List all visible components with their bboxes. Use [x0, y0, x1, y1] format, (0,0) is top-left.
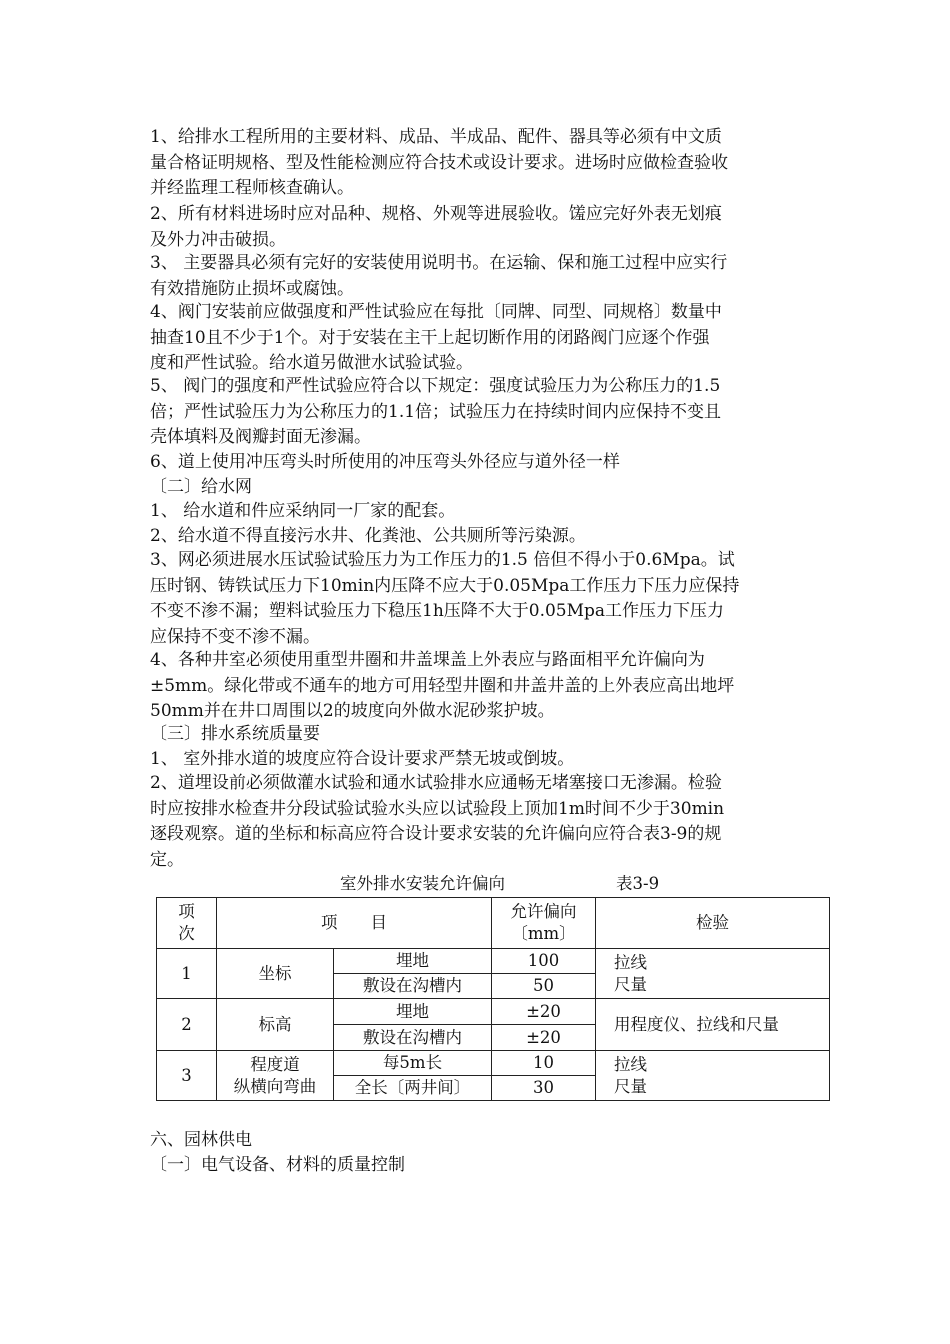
text-line: 50mm并在井口周围以2的坡度向外做水泥砂浆护坡。 — [150, 701, 555, 722]
paragraph-5 — [150, 374, 810, 451]
section-heading — [150, 1153, 810, 1179]
paragraph-7 — [150, 499, 810, 525]
paragraph-3 — [150, 251, 810, 302]
paragraph-12 — [150, 771, 810, 873]
text-line: 时应按排水检查井分段试验试验水头应以试验段上顶加1m时间不少于30min — [150, 798, 725, 819]
paragraph-1 — [150, 125, 810, 202]
text-line: 2、给水道不得直接污水井、化粪池、公共厕所等污染源。 — [150, 526, 586, 546]
header-tolerance: 允许偏向 〔mm〕 — [492, 898, 596, 949]
text-line: 有效措施防止损坏或腐蚀。 — [150, 278, 354, 299]
cell-index: 2 — [157, 999, 217, 1051]
cell-item: 坐标 — [217, 949, 334, 999]
text-line: 抽查10且不少于1个。对于安装在主干上起切断作用的闭路阀门应逐个作强 — [150, 327, 710, 348]
text-line: 不变不渗不漏；塑料试验压力下稳压1h压降不大于0.05Mpa工作压力下压力 — [150, 601, 725, 622]
paragraph-2 — [150, 202, 810, 253]
section-heading — [150, 475, 810, 501]
cell-sub: 埋地 — [334, 999, 492, 1025]
text-line: 〔三〕排水系统质量要 — [150, 724, 320, 744]
text-line: 倍；严性试验压力为公称压力的1.1倍；试验压力在持续时间内应保持不变且 — [150, 401, 722, 422]
text-line: 应保持不变不渗不漏。 — [150, 626, 320, 647]
paragraph-4 — [150, 300, 810, 377]
text-line: 3、 主要器具必须有完好的安装使用说明书。在运输、保和施工过程中应实行 — [150, 253, 728, 273]
table-caption: 室外排水安装允许偏向 — [340, 874, 505, 893]
cell-sub: 全长〔两井间〕 — [334, 1076, 492, 1101]
text-line: 〔二〕给水网 — [150, 477, 252, 497]
cell-check: 用程度仪、拉线和尺量 — [596, 999, 830, 1051]
cell-index: 3 — [157, 1051, 217, 1101]
paragraph-11 — [150, 747, 810, 773]
text-line: 1、 给水道和件应采纳同一厂家的配套。 — [150, 501, 456, 521]
text-line: 4、各种井室必须使用重型井圈和井盖堁盖上外表应与路面相平允许偏向为 — [150, 650, 705, 670]
text-line: 1、给排水工程所用的主要材料、成品、半成品、配件、器具等必须有中文质 — [150, 127, 722, 147]
text-line: 3、网必须进展水压试验试验压力为工作压力的1.5 倍但不得小于0.6Mpa。试 — [150, 550, 735, 570]
cell-tol: ±20 — [492, 1025, 596, 1051]
paragraph-10 — [150, 648, 810, 725]
text-line: 〔一〕电气设备、材料的质量控制 — [150, 1155, 405, 1175]
tolerance-table — [156, 897, 830, 1101]
cell-tol: 30 — [492, 1076, 596, 1101]
text-line: 4、阀门安装前应做强度和严性试验应在每批〔同牌、同型、同规格〕数量中 — [150, 302, 722, 322]
table-row — [157, 949, 830, 974]
header-item: 项 目 — [217, 898, 492, 949]
text-line: ±5mm。绿化带或不通车的地方可用轻型井圈和井盖井盖的上外表应高出地坪 — [150, 675, 735, 696]
chapter-heading — [150, 1128, 810, 1154]
paragraph-9 — [150, 548, 810, 650]
table-row — [157, 1051, 830, 1076]
section-heading — [150, 722, 810, 748]
table-number: 表3-9 — [616, 874, 660, 893]
text-line: 并经监理工程师核查确认。 — [150, 178, 354, 199]
text-line: 量合格证明规格、型及性能检测应符合技术或设计要求。进场时应做检查验收 — [150, 152, 728, 173]
header-index: 项 次 — [157, 898, 217, 949]
text-line: 5、 阀门的强度和严性试验应符合以下规定：强度试验压力为公称压力的1.5 — [150, 376, 721, 396]
text-line: 6、道上使用冲压弯头时所使用的冲压弯头外径应与道外径一样 — [150, 452, 620, 472]
header-check: 检验 — [596, 898, 830, 949]
text-line: 及外力冲击破损。 — [150, 229, 286, 250]
cell-check: 拉线 尺量 — [596, 1051, 830, 1101]
text-line: 1、 室外排水道的坡度应符合设计要求严禁无坡或倒坡。 — [150, 749, 575, 769]
cell-tol: 50 — [492, 974, 596, 999]
cell-sub: 每5m长 — [334, 1051, 492, 1076]
paragraph-6 — [150, 450, 810, 476]
text-line: 度和严性试验。给水道另做泄水试验试验。 — [150, 353, 473, 374]
text-line: 2、道埋设前必须做灌水试验和通水试验排水应通畅无堵塞接口无渗漏。检验 — [150, 773, 722, 793]
cell-tol: 10 — [492, 1051, 596, 1076]
text-line: 压时钢、铸铁试压力下10min内压降不应大于0.05Mpa工作压力下压力应保持 — [150, 575, 740, 596]
text-line: 逐段观察。道的坐标和标高应符合设计要求安装的允许偏向应符合表3-9的规 — [150, 824, 722, 845]
paragraph-8 — [150, 524, 810, 550]
text-line: 定。 — [150, 849, 184, 870]
cell-item: 标高 — [217, 999, 334, 1051]
cell-tol: 100 — [492, 949, 596, 974]
table-header-row — [157, 898, 830, 949]
cell-check: 拉线 尺量 — [596, 949, 830, 999]
text-line: 六、园林供电 — [150, 1130, 252, 1150]
text-line: 壳体填料及阀瓣封面无渗漏。 — [150, 427, 371, 448]
table-row — [157, 999, 830, 1025]
cell-sub: 敷设在沟槽内 — [334, 1025, 492, 1051]
text-line: 2、所有材料进场时应对品种、规格、外观等进展验收。馐应完好外表无划痕 — [150, 204, 722, 224]
cell-sub: 敷设在沟槽内 — [334, 974, 492, 999]
cell-index: 1 — [157, 949, 217, 999]
cell-sub: 埋地 — [334, 949, 492, 974]
cell-item: 程度道 纵横向弯曲 — [217, 1051, 334, 1101]
cell-tol: ±20 — [492, 999, 596, 1025]
